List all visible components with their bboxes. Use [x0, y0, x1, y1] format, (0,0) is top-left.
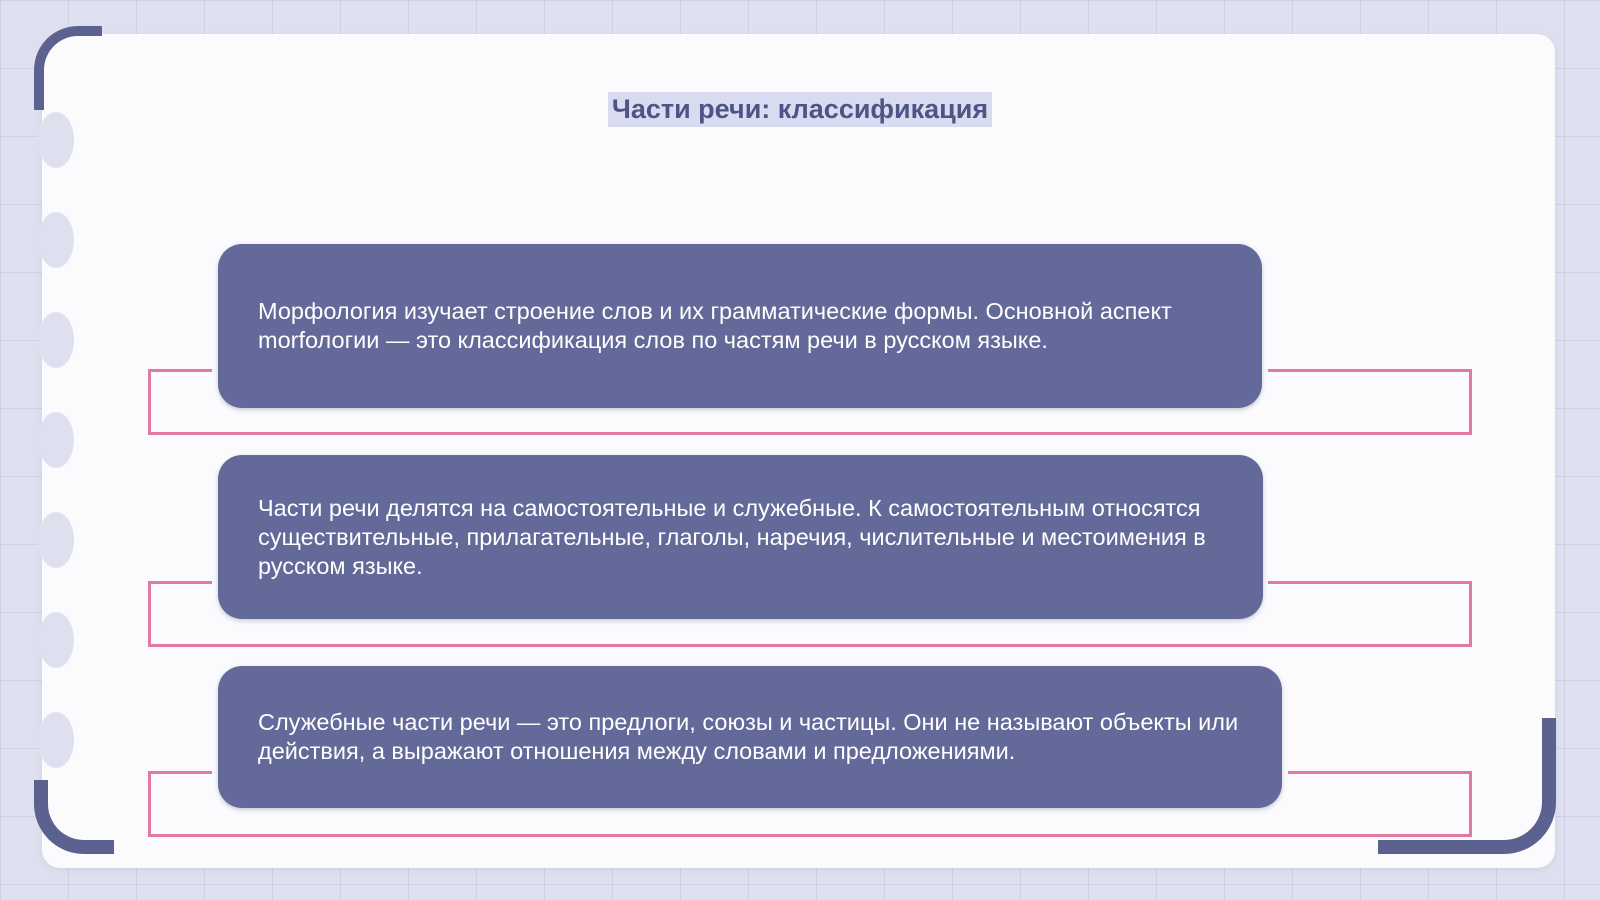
- slide-title: Части речи: классификация: [608, 92, 992, 127]
- scallop-edge: [38, 212, 74, 268]
- slide-title-wrap: [0, 92, 1600, 127]
- scallop-edge: [38, 312, 74, 368]
- text-card-function-words: [218, 666, 1282, 808]
- card-text: Служебные части речи — это предлоги, союзы и частицы. Они не называют объекты или действия, а выражают отношения между словами и предложениями.: [258, 709, 1239, 764]
- card-text: Части речи делятся на самостоятельные и служебные. К самостоятельным относятся существительные, прилагательные, глаголы, наречия, числительные и местоимения в русском языке.: [258, 494, 1206, 579]
- scallop-edge: [38, 612, 74, 668]
- text-card-morphology: [218, 244, 1262, 408]
- card-text: Морфология изучает строение слов и их грамматические формы. Основной аспект morfологии — это классификация слов по частям речи в русском языке.: [258, 298, 1172, 353]
- scallop-edge: [38, 512, 74, 568]
- scallop-edge: [38, 712, 74, 768]
- scallop-edge: [38, 412, 74, 468]
- text-card-parts-of-speech: [218, 455, 1263, 619]
